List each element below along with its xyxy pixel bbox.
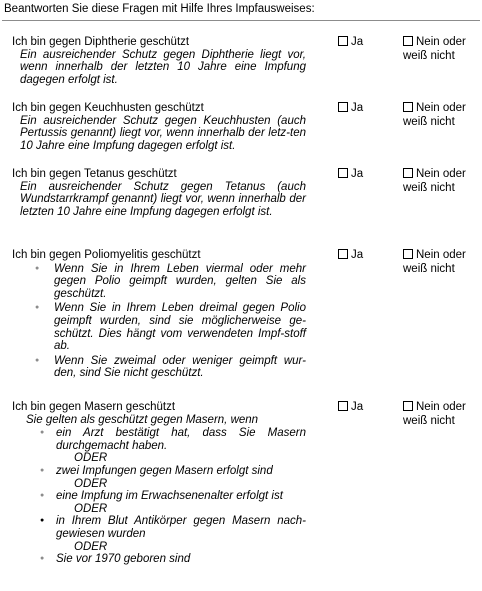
- divider: [2, 20, 480, 21]
- no-option-tetanus[interactable]: [403, 167, 481, 195]
- question-description: Ein ausreichender Schutz gegen Keuchhusten (auch Pertussis genannt) liegt vor, wenn innerhalb der letz-ten 10 Jahre eine Impfung dagegen erfolgt ist.: [20, 114, 306, 152]
- yes-label: Ja: [351, 168, 364, 180]
- instructions-heading: Beantworten Sie diese Fragen mit Hilfe Ihres Impfausweises:: [4, 3, 315, 15]
- list-item: ● Wenn Sie in Ihrem Leben dreimal gegen Polio geimpft wurden, sind sie möglicherweise ge-schützt. Dies hängt vom verwendeten Impf-stoff ab.: [12, 302, 310, 352]
- yes-label: Ja: [351, 36, 364, 48]
- checkbox-icon[interactable]: [338, 36, 348, 46]
- no-label: Nein oder weiß nicht: [403, 36, 466, 62]
- no-option-masern[interactable]: [403, 400, 481, 428]
- question-keuchhusten: [12, 102, 310, 152]
- list-item: ● Wenn Sie in Ihrem Leben viermal oder mehr gegen Polio geimpft wurden, gelten Sie als geschützt.: [12, 263, 310, 301]
- no-label: Nein oder weiß nicht: [403, 168, 466, 194]
- list-item-text: eine Impfung im Erwachsenenalter erfolgt ist: [56, 490, 283, 503]
- list-item: ● Wenn Sie zweimal oder weniger geimpft wur-den, sind Sie nicht geschützt.: [12, 355, 310, 380]
- or-separator: ODER: [74, 502, 108, 515]
- yes-label: Ja: [351, 249, 364, 261]
- checkbox-icon[interactable]: [338, 401, 348, 411]
- list-item-text: ein Arzt bestätigt hat, dass Sie Masern durchgemacht haben.: [56, 427, 306, 452]
- list-item: [12, 427, 310, 465]
- question-title: Ich bin gegen Keuchhusten geschützt: [12, 102, 204, 114]
- yes-option-keuchhusten[interactable]: [338, 101, 363, 115]
- yes-option-diphtherie[interactable]: [338, 35, 363, 49]
- yes-option-polio[interactable]: [338, 248, 363, 262]
- list-item: [12, 515, 310, 553]
- no-label: Nein oder weiß nicht: [403, 102, 466, 128]
- checkbox-icon[interactable]: [403, 401, 413, 411]
- question-title: Ich bin gegen Masern geschützt: [12, 401, 176, 413]
- no-label: Nein oder weiß nicht: [403, 249, 466, 275]
- yes-label: Ja: [351, 401, 364, 413]
- yes-option-masern[interactable]: [338, 400, 363, 414]
- list-item-text: Sie vor 1970 geboren sind: [56, 553, 191, 566]
- no-option-diphtherie[interactable]: [403, 35, 481, 63]
- no-label: Nein oder weiß nicht: [403, 401, 466, 427]
- question-polio: [12, 249, 310, 382]
- question-diphtherie: [12, 36, 310, 86]
- checkbox-icon[interactable]: [338, 249, 348, 259]
- or-separator: ODER: [74, 540, 108, 553]
- question-intro: Sie gelten als geschützt gegen Masern, wenn: [26, 413, 259, 426]
- no-option-keuchhusten[interactable]: [403, 101, 481, 129]
- or-separator: ODER: [74, 477, 108, 490]
- checkbox-icon[interactable]: [403, 102, 413, 112]
- list-item: [12, 465, 310, 490]
- question-description: Ein ausreichender Schutz gegen Tetanus (auch Wundstarrkrampf genannt) liegt vor, wenn innerhalb der letzten 10 Jahre eine Impfung dagegen erfolgt ist.: [20, 180, 306, 218]
- checkbox-icon[interactable]: [338, 168, 348, 178]
- list-item: [12, 490, 310, 515]
- checkbox-icon[interactable]: [403, 168, 413, 178]
- masern-conditions-list: [12, 427, 310, 566]
- checkbox-icon[interactable]: [403, 36, 413, 46]
- question-tetanus: [12, 168, 310, 218]
- question-title: Ich bin gegen Tetanus geschützt: [12, 168, 177, 180]
- question-title: Ich bin gegen Poliomyelitis geschützt: [12, 249, 201, 261]
- checkbox-icon[interactable]: [403, 249, 413, 259]
- no-option-polio[interactable]: [403, 248, 481, 276]
- question-title: Ich bin gegen Diphtherie geschützt: [12, 36, 190, 48]
- question-description: Ein ausreichender Schutz gegen Diphtherie liegt vor, wenn innerhalb der letzten 10 Jahre eine Impfung dagegen erfolgt ist.: [20, 48, 306, 86]
- or-separator: ODER: [74, 452, 108, 465]
- list-item-text: zwei Impfungen gegen Masern erfolgt sind: [56, 464, 273, 477]
- question-masern: [12, 401, 310, 566]
- polio-conditions-list: [12, 263, 310, 380]
- yes-option-tetanus[interactable]: [338, 167, 363, 181]
- yes-label: Ja: [351, 102, 364, 114]
- checkbox-icon[interactable]: [338, 102, 348, 112]
- list-item-text: in Ihrem Blut Antikörper gegen Masern nach-gewiesen wurden: [56, 515, 306, 540]
- list-item: [12, 553, 310, 566]
